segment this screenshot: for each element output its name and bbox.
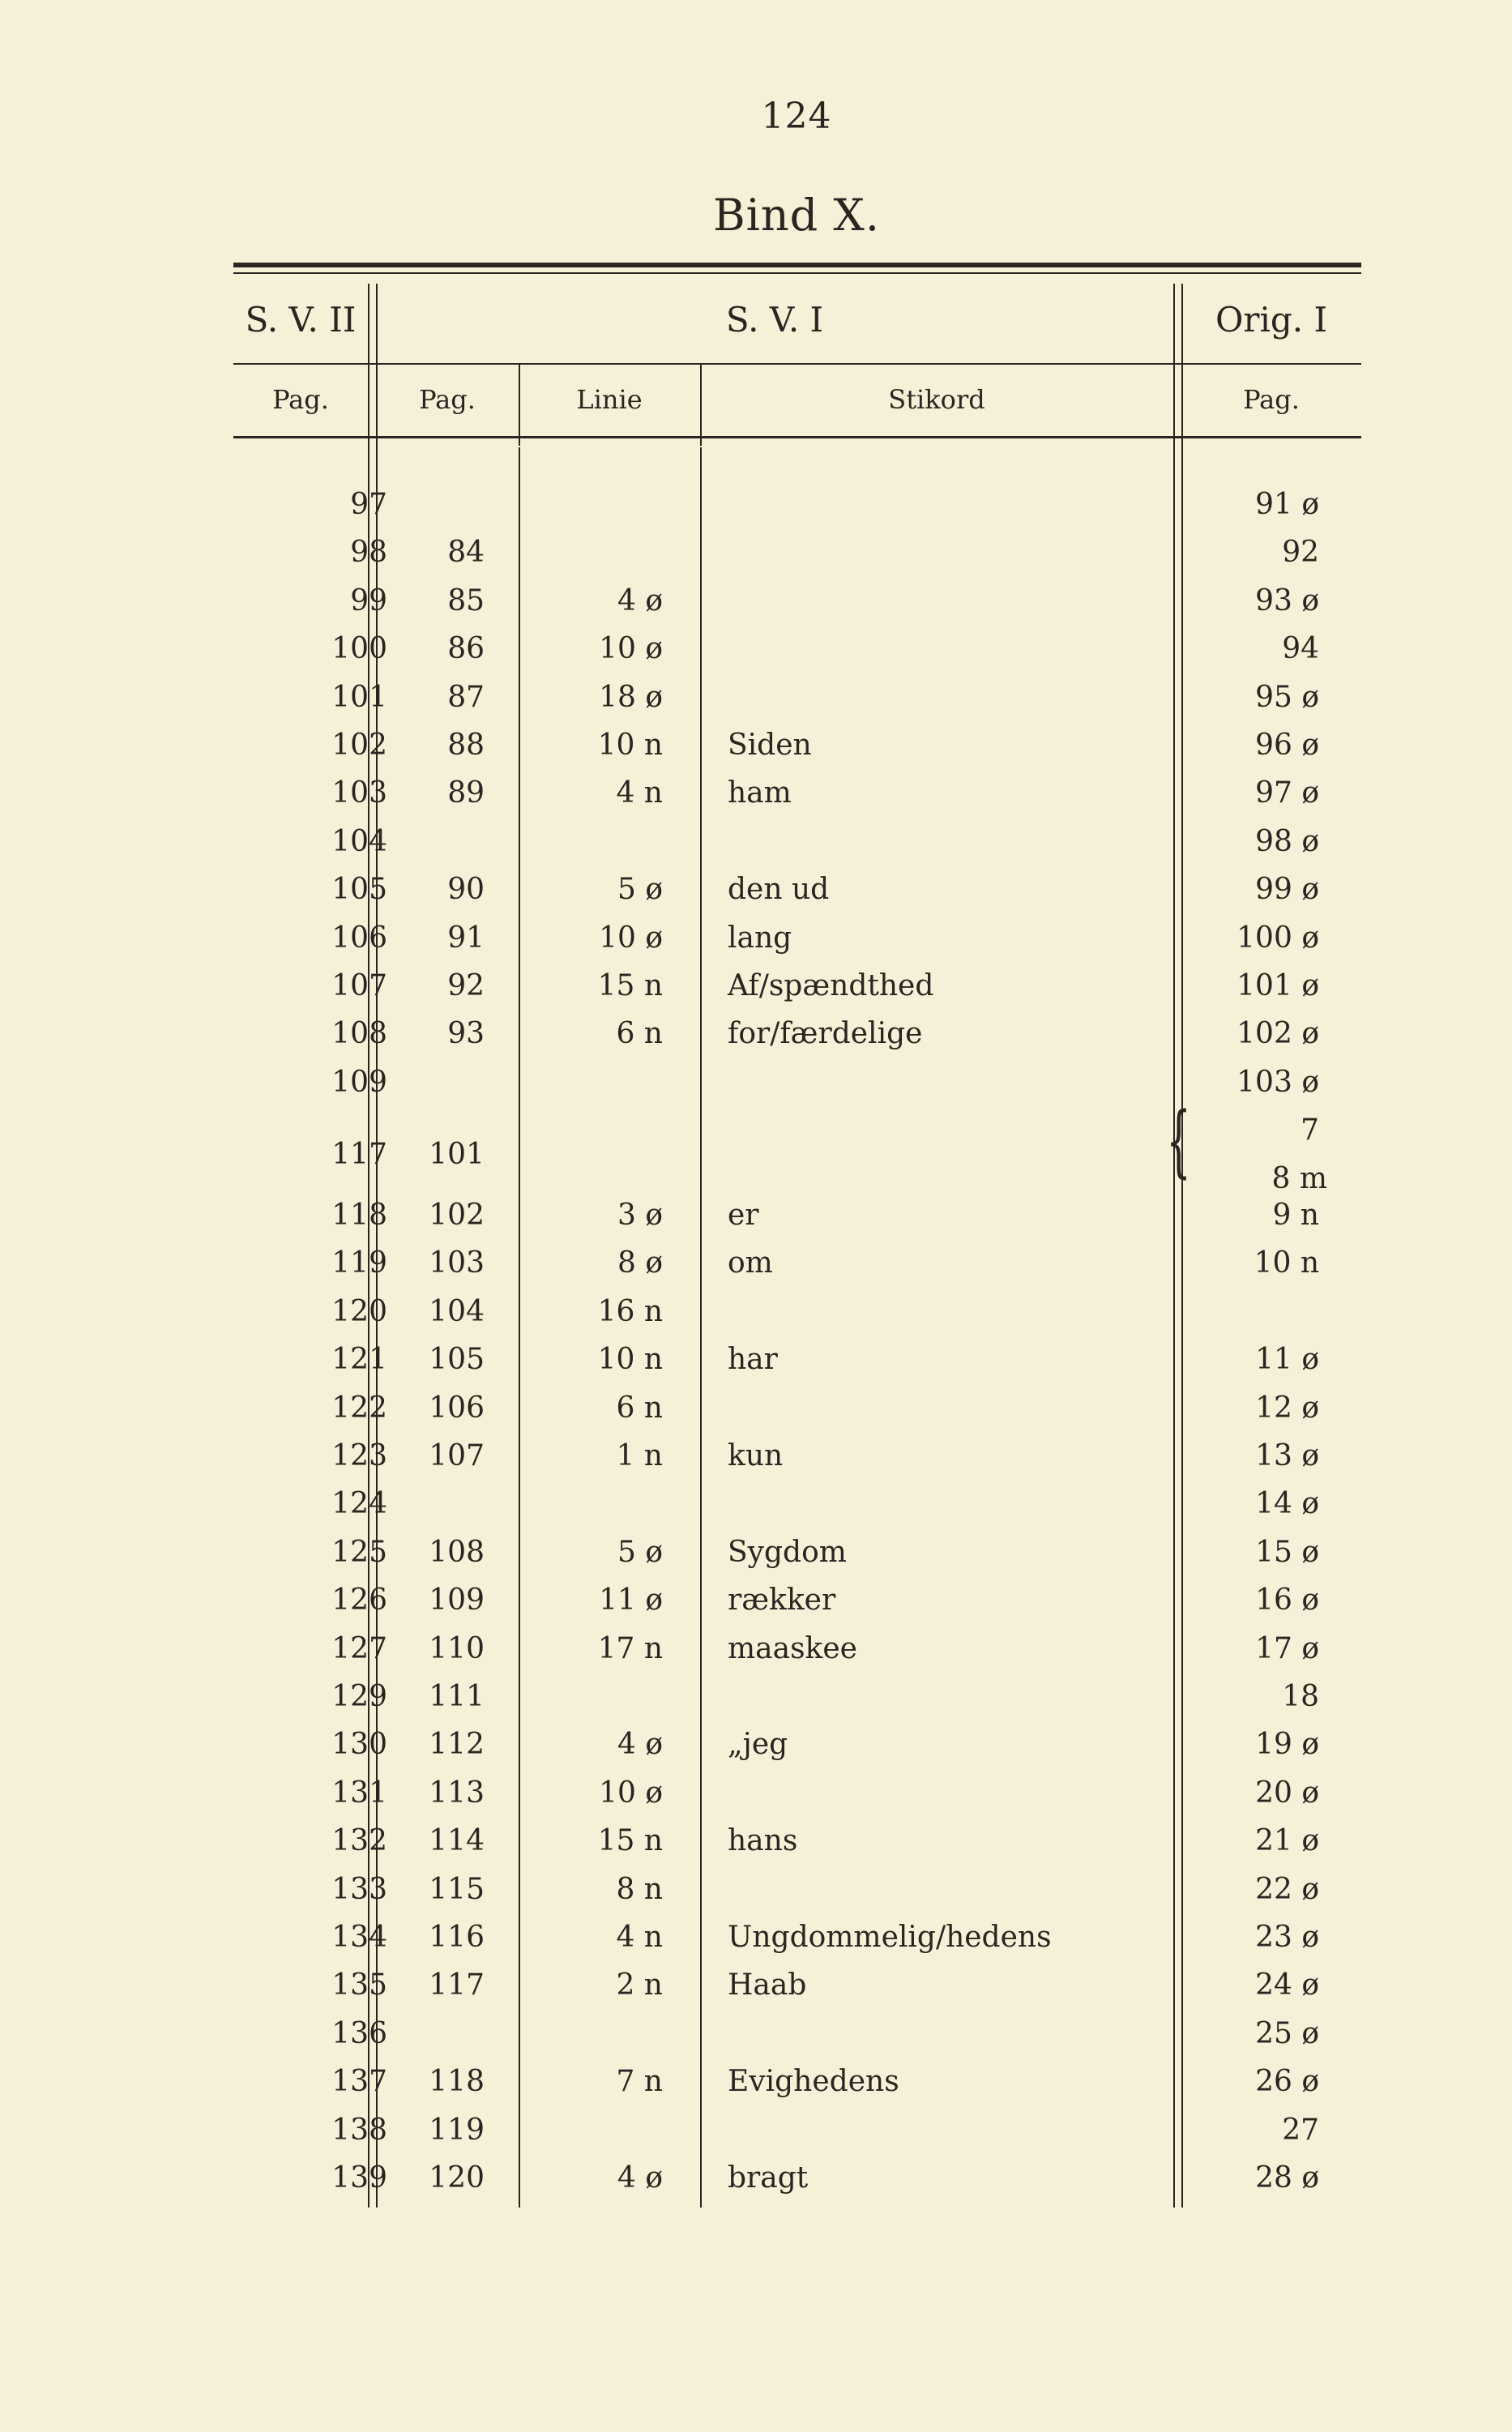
cell-pag-orig: 25 ø: [1255, 2016, 1319, 2050]
cell-pag-orig: 91 ø: [1255, 488, 1319, 521]
cell-pag-sv1: 86: [447, 632, 485, 666]
cell-stikord: Siden: [728, 729, 812, 762]
cell-stikord: „jeg: [728, 1728, 788, 1762]
cell-pag-orig: 96 ø: [1255, 729, 1319, 762]
cell-pag-sv2: 127: [331, 1631, 387, 1665]
cell-stikord: Af/spændthed: [728, 969, 934, 1002]
curly-brace: {: [1166, 1096, 1191, 1186]
cell-pag-sv2: 134: [331, 1921, 387, 1954]
cell-pag-sv1: 91: [447, 921, 485, 955]
cell-stikord: maaskee: [728, 1631, 857, 1665]
subheader-linie: Linie: [576, 384, 643, 415]
cell-stikord: Haab: [728, 1968, 807, 2002]
cell-stikord: bragt: [728, 2161, 809, 2195]
cell-pag-sv1: 104: [429, 1294, 485, 1328]
cell-linie: 10 ø: [599, 1776, 663, 1810]
concordance-table: [233, 263, 1361, 2216]
cell-pag-sv2: 97: [350, 488, 387, 521]
cell-pag-orig: 7: [1301, 1113, 1319, 1148]
cell-stikord: rækker: [728, 1584, 836, 1618]
cell-linie: 5 ø: [617, 1535, 663, 1569]
body-rule-d: [700, 447, 702, 2208]
col-rule-e: [1173, 284, 1175, 447]
cell-pag-sv2: 102: [331, 729, 387, 762]
cell-linie: 4 ø: [617, 2161, 663, 2195]
cell-pag-sv1: 109: [429, 1584, 485, 1618]
cell-stikord: Sygdom: [728, 1535, 847, 1569]
cell-linie: 4 ø: [617, 583, 663, 618]
cell-linie: 15 n: [597, 1824, 663, 1858]
cell-linie: 8 ø: [617, 1246, 663, 1280]
subheader-divider: [233, 436, 1361, 438]
top-rule-thick: [233, 263, 1361, 267]
top-rule-thin: [233, 272, 1361, 274]
cell-pag-sv2: 103: [331, 776, 387, 810]
col-rule-a: [368, 284, 369, 447]
cell-pag-sv2: 118: [331, 1199, 387, 1232]
cell-linie: 4 n: [616, 1921, 663, 1954]
cell-linie: 7 n: [616, 2065, 663, 2099]
cell-linie: 11 ø: [599, 1584, 663, 1618]
cell-pag-sv1: 90: [447, 873, 485, 907]
page-heading: Bind X.: [712, 190, 881, 241]
cell-pag-sv1: 84: [447, 536, 485, 570]
cell-pag-sv1: 102: [429, 1199, 485, 1232]
cell-pag-sv1: 101: [429, 1137, 485, 1171]
page-number: 124: [761, 96, 832, 137]
cell-pag-orig: 97 ø: [1255, 776, 1319, 810]
cell-pag-orig: 21 ø: [1255, 1824, 1319, 1858]
cell-stikord: den ud: [728, 873, 830, 907]
cell-linie: 6 n: [616, 1391, 663, 1425]
cell-stikord: Evighedens: [728, 2065, 899, 2099]
header-divider: [233, 363, 1361, 365]
cell-stikord: hans: [728, 1824, 798, 1858]
cell-linie: 1 n: [616, 1439, 663, 1472]
cell-stikord: om: [728, 1246, 773, 1280]
cell-pag-sv2: 137: [331, 2065, 387, 2099]
cell-linie: 10 ø: [599, 921, 663, 955]
cell-pag-sv1: 89: [447, 776, 485, 810]
cell-pag-sv2: 99: [350, 583, 387, 618]
cell-pag-sv1: 118: [429, 2065, 485, 2099]
cell-pag-orig-second: 8 m: [1271, 1161, 1327, 1195]
cell-pag-orig: 26 ø: [1255, 2065, 1319, 2099]
cell-pag-sv2: 121: [331, 1343, 387, 1377]
cell-pag-sv2: 133: [331, 1872, 387, 1906]
cell-pag-sv2: 120: [331, 1294, 387, 1328]
cell-linie: 10 n: [597, 729, 663, 762]
cell-pag-sv2: 104: [331, 824, 387, 858]
cell-pag-sv1: 110: [429, 1631, 485, 1665]
cell-pag-sv2: 119: [331, 1246, 387, 1280]
cell-pag-sv2: 122: [331, 1391, 387, 1425]
cell-pag-sv2: 105: [331, 873, 387, 907]
cell-linie: 3 ø: [617, 1199, 663, 1232]
cell-pag-sv1: 85: [447, 583, 485, 618]
cell-stikord: har: [728, 1343, 778, 1377]
cell-pag-orig: 103 ø: [1237, 1065, 1319, 1099]
cell-pag-sv2: 101: [331, 680, 387, 714]
cell-pag-sv2: 125: [331, 1535, 387, 1569]
cell-pag-sv1: 111: [429, 1680, 485, 1713]
cell-pag-orig: 11 ø: [1255, 1343, 1319, 1377]
cell-pag-sv2: 124: [331, 1487, 387, 1521]
cell-pag-sv2: 131: [331, 1776, 387, 1810]
cell-stikord: kun: [728, 1439, 784, 1472]
cell-pag-sv1: 113: [429, 1776, 485, 1810]
cell-pag-sv1: 112: [429, 1728, 485, 1762]
cell-pag-sv1: 108: [429, 1535, 485, 1569]
body-rule-c: [519, 447, 520, 2208]
cell-pag-orig: 9 n: [1272, 1199, 1319, 1232]
cell-pag-orig: 28 ø: [1255, 2161, 1319, 2195]
cell-pag-sv2: 126: [331, 1584, 387, 1618]
cell-pag-sv1: 114: [429, 1824, 485, 1858]
cell-pag-orig: 22 ø: [1255, 1872, 1319, 1906]
cell-pag-orig: 10 n: [1254, 1246, 1319, 1280]
cell-pag-sv2: 106: [331, 921, 387, 955]
cell-pag-orig: 18: [1282, 1680, 1319, 1713]
cell-pag-sv1: 119: [429, 2113, 485, 2147]
cell-stikord: lang: [728, 921, 792, 955]
cell-linie: 8 n: [616, 1872, 663, 1906]
cell-pag-orig: 20 ø: [1255, 1776, 1319, 1810]
cell-stikord: er: [728, 1199, 759, 1232]
cell-pag-orig: 13 ø: [1255, 1439, 1319, 1472]
cell-pag-orig: 23 ø: [1255, 1921, 1319, 1954]
cell-pag-sv1: 107: [429, 1439, 485, 1472]
cell-linie: 10 n: [597, 1343, 663, 1377]
cell-pag-orig: 100 ø: [1237, 921, 1319, 955]
cell-pag-sv1: 115: [429, 1872, 485, 1906]
cell-linie: 4 ø: [617, 1728, 663, 1762]
cell-linie: 2 n: [616, 1968, 663, 2002]
cell-pag-sv1: 93: [447, 1017, 485, 1051]
cell-pag-orig: 14 ø: [1255, 1487, 1319, 1521]
cell-pag-orig: 102 ø: [1237, 1017, 1319, 1051]
header-sv2: S. V. II: [245, 300, 357, 340]
cell-pag-orig: 16 ø: [1255, 1584, 1319, 1618]
cell-pag-sv1: 103: [429, 1246, 485, 1280]
cell-pag-sv2: 139: [331, 2161, 387, 2195]
cell-pag-orig: 99 ø: [1255, 873, 1319, 907]
subheader-pag-orig: Pag.: [1243, 384, 1300, 415]
cell-pag-orig: 12 ø: [1255, 1391, 1319, 1425]
cell-pag-sv2: 129: [331, 1680, 387, 1713]
cell-linie: 5 ø: [617, 873, 663, 907]
cell-pag-sv1: 87: [447, 680, 485, 714]
cell-pag-orig: 101 ø: [1237, 969, 1319, 1002]
cell-pag-sv2: 100: [331, 632, 387, 666]
cell-pag-orig: 98 ø: [1255, 824, 1319, 858]
cell-pag-sv1: 117: [429, 1968, 485, 2002]
subheader-stikord: Stikord: [888, 384, 985, 415]
cell-pag-sv2: 138: [331, 2113, 387, 2147]
cell-linie: 17 n: [597, 1631, 663, 1665]
cell-pag-sv2: 109: [331, 1065, 387, 1099]
cell-pag-sv1: 116: [429, 1921, 485, 1954]
cell-pag-sv1: 105: [429, 1343, 485, 1377]
cell-pag-sv2: 132: [331, 1824, 387, 1858]
cell-pag-sv1: 88: [447, 729, 485, 762]
cell-pag-sv2: 130: [331, 1728, 387, 1762]
cell-pag-sv2: 135: [331, 1968, 387, 2002]
cell-pag-sv2: 108: [331, 1017, 387, 1051]
cell-linie: 4 n: [616, 776, 663, 810]
cell-pag-sv1: 106: [429, 1391, 485, 1425]
cell-linie: 18 ø: [599, 680, 663, 714]
cell-pag-orig: 17 ø: [1255, 1631, 1319, 1665]
subheader-pag-sv2: Pag.: [272, 384, 329, 415]
header-orig: Orig. I: [1215, 300, 1328, 340]
cell-pag-sv2: 123: [331, 1439, 387, 1472]
cell-linie: 15 n: [597, 969, 663, 1002]
cell-stikord: Ungdommelig/hedens: [728, 1921, 1052, 1954]
cell-stikord: for/færdelige: [728, 1017, 923, 1051]
cell-pag-sv1: 92: [447, 969, 485, 1002]
header-sv1: S. V. I: [725, 300, 824, 340]
cell-pag-orig: 94: [1282, 632, 1319, 666]
cell-pag-orig: 92: [1282, 536, 1319, 570]
cell-stikord: ham: [728, 776, 792, 810]
cell-pag-orig: 95 ø: [1255, 680, 1319, 714]
cell-pag-orig: 24 ø: [1255, 1968, 1319, 2002]
cell-pag-orig: 15 ø: [1255, 1535, 1319, 1569]
cell-pag-orig: 27: [1282, 2113, 1319, 2147]
cell-linie: 6 n: [616, 1017, 663, 1051]
cell-linie: 16 n: [597, 1294, 663, 1328]
cell-pag-orig: 19 ø: [1255, 1728, 1319, 1762]
subheader-pag-sv1: Pag.: [419, 384, 476, 415]
cell-pag-sv2: 117: [331, 1137, 387, 1171]
cell-pag-sv2: 107: [331, 969, 387, 1002]
cell-pag-sv2: 98: [350, 536, 387, 570]
cell-pag-sv1: 120: [429, 2161, 485, 2195]
cell-linie: 10 ø: [599, 632, 663, 666]
cell-pag-sv2: 136: [331, 2016, 387, 2050]
cell-pag-orig: 93 ø: [1255, 583, 1319, 618]
